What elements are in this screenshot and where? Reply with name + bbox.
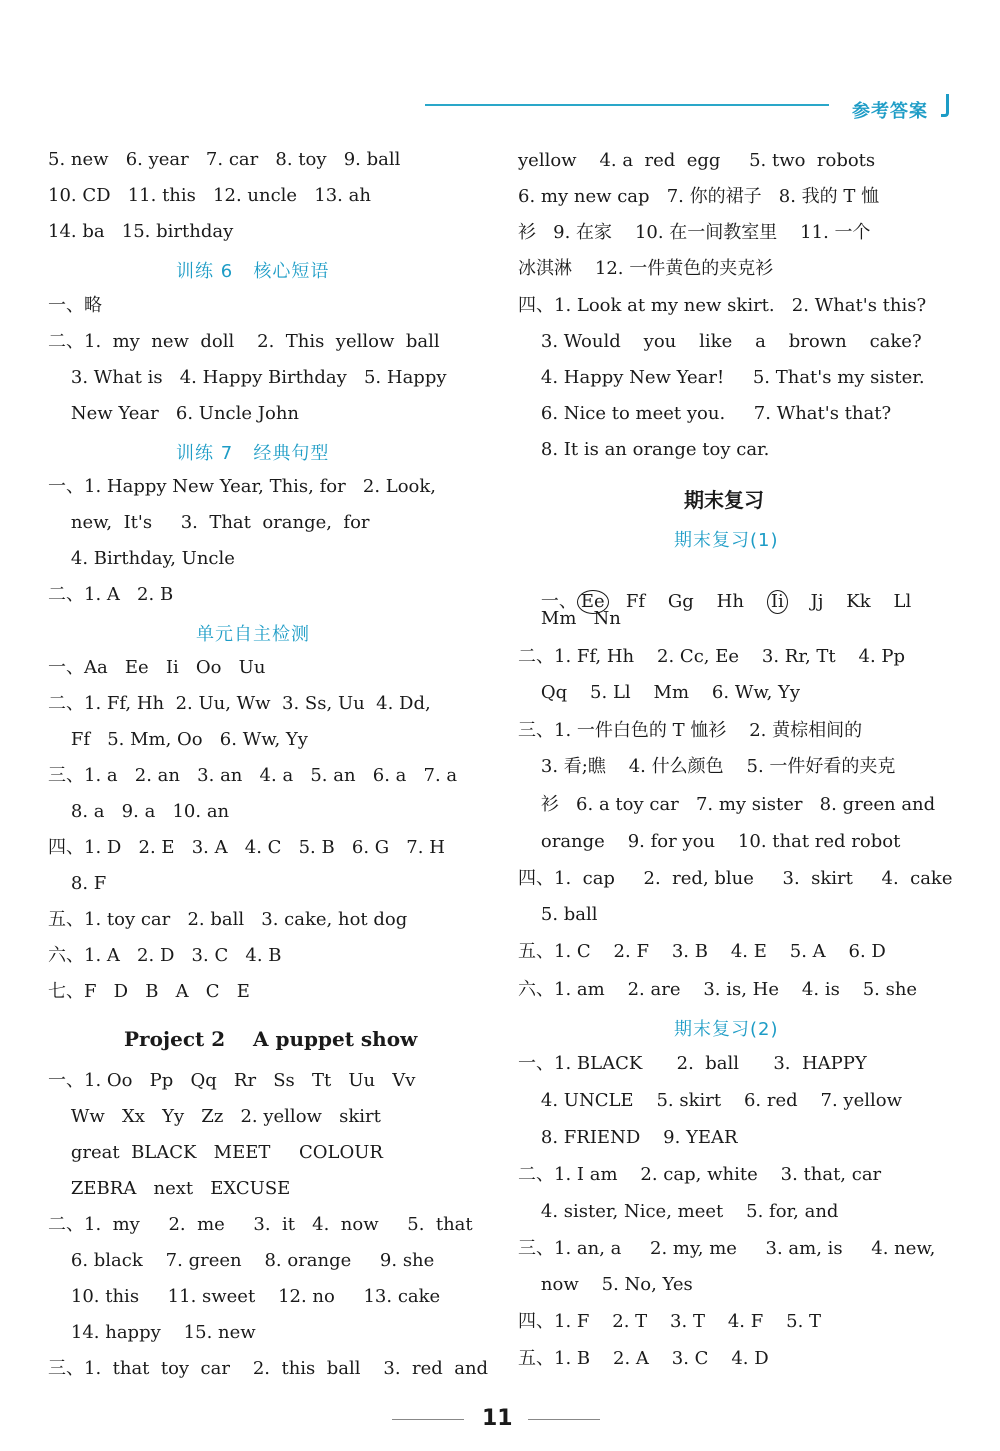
answer-line: Mm Nn [518, 608, 621, 629]
header-title: 参考答案 [852, 101, 928, 122]
answer-line: 10. this 11. sweet 12. no 13. cake [48, 1286, 441, 1307]
answer-line: 8. It is an orange toy car. [518, 439, 770, 460]
answer-line: 3. What is 4. Happy Birthday 5. Happy [48, 367, 447, 388]
page-number: 11 [482, 1406, 513, 1431]
answer-line: 五、1. B 2. A 3. C 4. D [518, 1348, 769, 1369]
answer-line: New Year 6. Uncle John [48, 403, 299, 424]
answer-line: 14. happy 15. new [48, 1322, 256, 1343]
answer-prefix: 一、 [540, 591, 577, 612]
answer-line: 一、Aa Ee Ii Oo Uu [48, 657, 266, 678]
header-rule [425, 104, 829, 106]
answer-line: 4. sister, Nice, meet 5. for, and [518, 1201, 839, 1222]
answer-text: Jj Kk Ll [787, 591, 912, 612]
answer-line: 8. a 9. a 10. an [48, 801, 230, 822]
answer-line: 二、1. my new doll 2. This yellow ball [48, 331, 440, 352]
answer-line: 一、1. Happy New Year, This, for 2. Look, [48, 476, 437, 497]
answer-line: 4. Happy New Year! 5. That's my sister. [518, 367, 925, 388]
answer-line: 七、F D B A C E [48, 981, 250, 1002]
answer-line: 二、1. Ff, Hh 2. Uu, Ww 3. Ss, Uu 4. Dd, [48, 693, 431, 714]
answer-line: great BLACK MEET COLOUR [48, 1142, 383, 1163]
answer-line: 四、1. Look at my new skirt. 2. What's this? [518, 295, 927, 316]
answer-line: 四、1. D 2. E 3. A 4. C 5. B 6. G 7. H [48, 837, 445, 858]
answer-line: 6. my new cap 7. 你的裙子 8. 我的 T 恤 [518, 186, 880, 207]
footer-rule-left [392, 1419, 464, 1420]
answer-line: 3. 看;瞧 4. 什么颜色 5. 一件好看的夹克 [518, 756, 896, 777]
answer-line: yellow 4. a red egg 5. two robots [518, 150, 876, 171]
answer-line: 四、1. cap 2. red, blue 3. skirt 4. cake [518, 868, 953, 889]
final-review-title: 期末复习 [684, 488, 764, 512]
answer-line: Qq 5. Ll Mm 6. Ww, Yy [518, 682, 801, 703]
answer-line: new, It's 3. That orange, for [48, 512, 370, 533]
answer-line: 14. ba 15. birthday [48, 221, 234, 242]
answer-line: 一、1. BLACK 2. ball 3. HAPPY [518, 1053, 867, 1074]
answer-line: 5. new 6. year 7. car 8. toy 9. ball [48, 149, 401, 170]
section-heading: 期末复习(1) [674, 530, 779, 551]
answer-line: 4. Birthday, Uncle [48, 548, 235, 569]
answer-line: 6. Nice to meet you. 7. What's that? [518, 403, 892, 424]
answer-line: 4. UNCLE 5. skirt 6. red 7. yellow [518, 1090, 903, 1111]
answer-line: 6. black 7. green 8. orange 9. she [48, 1250, 435, 1271]
circled-answer: Ii [767, 590, 788, 614]
answer-line: 三、1. that toy car 2. this ball 3. red and [48, 1358, 489, 1379]
section-heading: 训练 6 核心短语 [176, 261, 330, 282]
answer-line: 一、1. Oo Pp Qq Rr Ss Tt Uu Vv [48, 1070, 416, 1091]
answer-line: orange 9. for you 10. that red robot [518, 831, 901, 852]
answer-line: now 5. No, Yes [518, 1274, 693, 1295]
section-heading: 训练 7 经典句型 [176, 443, 330, 464]
answer-line: 8. F [48, 873, 107, 894]
answer-line: 四、1. F 2. T 3. T 4. F 5. T [518, 1311, 822, 1332]
answer-line: 三、1. an, a 2. my, me 3. am, is 4. new, [518, 1238, 936, 1259]
answer-line: 六、1. A 2. D 3. C 4. B [48, 945, 282, 966]
answer-line: 冰淇淋 12. 一件黄色的夹克衫 [518, 258, 774, 279]
answer-line: 五、1. toy car 2. ball 3. cake, hot dog [48, 909, 408, 930]
answer-text: Ff Gg Hh [608, 591, 767, 612]
footer-rule-right [528, 1419, 600, 1420]
answer-line: 衫 9. 在家 10. 在一间教室里 11. 一个 [518, 222, 871, 243]
section-heading: 期末复习(2) [674, 1019, 779, 1040]
answer-line: 一、略 [48, 295, 102, 316]
answer-line: 六、1. am 2. are 3. is, He 4. is 5. she [518, 979, 918, 1000]
answer-line: Ww Xx Yy Zz 2. yellow skirt [48, 1106, 381, 1127]
section-heading: 单元自主检测 [196, 624, 310, 645]
header-bracket [941, 94, 949, 117]
answer-line: 8. FRIEND 9. YEAR [518, 1127, 738, 1148]
answer-line: 5. ball [518, 904, 598, 925]
project-title: Project 2 A puppet show [124, 1027, 418, 1051]
answer-line: 二、1. I am 2. cap, white 3. that, car [518, 1164, 882, 1185]
answer-line: ZEBRA next EXCUSE [48, 1178, 291, 1199]
answer-line: 10. CD 11. this 12. uncle 13. ah [48, 185, 371, 206]
answer-line: 二、1. Ff, Hh 2. Cc, Ee 3. Rr, Tt 4. Pp [518, 646, 906, 667]
answer-line: 衫 6. a toy car 7. my sister 8. green and [518, 794, 936, 815]
circled-answer: Ee [577, 590, 609, 614]
answer-line: Ff 5. Mm, Oo 6. Ww, Yy [48, 729, 308, 750]
answer-line: 三、1. 一件白色的 T 恤衫 2. 黄棕相间的 [518, 720, 863, 741]
answer-line: 3. Would you like a brown cake? [518, 331, 922, 352]
answer-line: 五、1. C 2. F 3. B 4. E 5. A 6. D [518, 941, 886, 962]
answer-line: 二、1. A 2. B [48, 584, 174, 605]
answer-line: 二、1. my 2. me 3. it 4. now 5. that [48, 1214, 473, 1235]
answer-line: 三、1. a 2. an 3. an 4. a 5. an 6. a 7. a [48, 765, 458, 786]
